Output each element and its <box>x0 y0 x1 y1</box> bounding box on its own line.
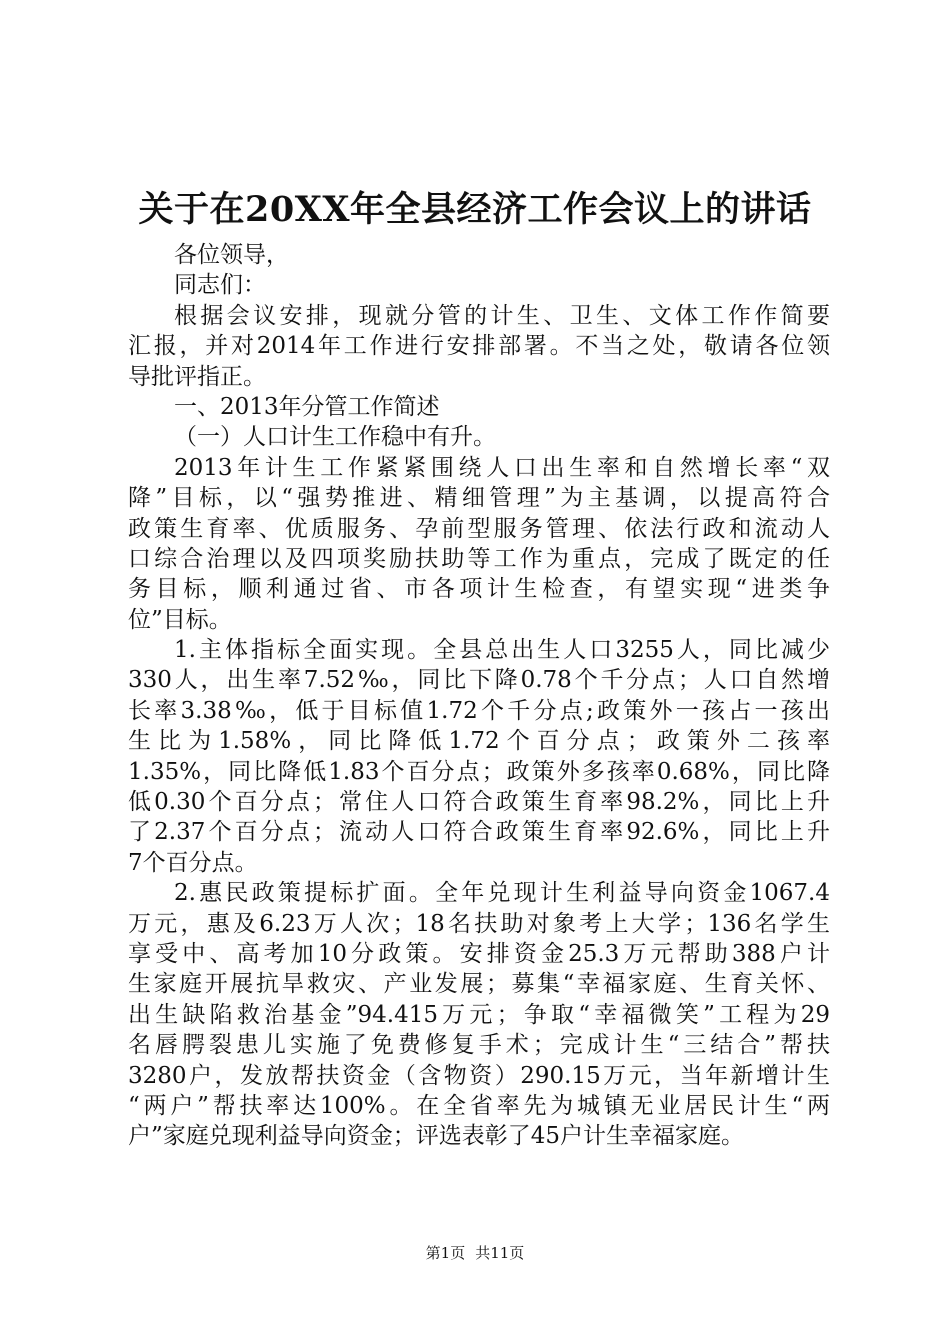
text-line: 生比为1.58%，同比降低1.72个百分点；政策外二孩率 <box>128 728 830 755</box>
text-line: 330人，出生率7.52‰，同比下降0.78个千分点；人口自然增 <box>128 667 830 694</box>
text-line: 名唇腭裂患儿实施了免费修复手术；完成计生“三结合”帮扶 <box>128 1032 830 1059</box>
text-line: 7个百分点。 <box>128 849 258 876</box>
text-line: 1.主体指标全面实现。全县总出生人口3255人，同比减少 <box>174 637 830 664</box>
text-line: 享受中、高考加10分政策。安排资金25.3万元帮助388户计 <box>128 940 830 967</box>
page-footer <box>0 1243 950 1263</box>
page-number: 第1页 <box>425 1244 466 1262</box>
text-line: 长率3.38‰，低于目标值1.72个千分点;政策外一孩占一孩出 <box>128 697 830 724</box>
text-line: 低0.30个百分点；常住人口符合政策生育率98.2%，同比上升 <box>128 789 830 816</box>
text-line: 户”家庭兑现利益导向资金；评选表彰了45户计生幸福家庭。 <box>128 1123 745 1150</box>
text-line: 2013年计生工作紧紧围绕人口出生率和自然增长率“双 <box>174 454 830 481</box>
page-total: 共11页 <box>475 1244 525 1262</box>
text-line: 了2.37个百分点；流动人口符合政策生育率92.6%，同比上升 <box>128 819 830 846</box>
text-line: （一）人口计生工作稳中有升。 <box>174 424 496 451</box>
text-line: 导批评指正。 <box>128 363 266 390</box>
document-body <box>128 240 830 1152</box>
text-line: 位”目标。 <box>128 606 232 633</box>
document-title: 关于在20XX年全县经济工作会议上的讲话 <box>138 189 812 230</box>
text-line: 2.惠民政策提标扩面。全年兑现计生利益导向资金1067.4 <box>174 880 830 907</box>
text-line: “两户”帮扶率达100%。在全省率先为城镇无业居民计生“两 <box>128 1092 830 1119</box>
text-line: 政策生育率、优质服务、孕前型服务管理、依法行政和流动人 <box>128 515 830 542</box>
text-line: 务目标，顺利通过省、市各项计生检查，有望实现“进类争 <box>128 576 830 603</box>
text-line: 各位领导， <box>174 242 289 268</box>
text-line: 汇报，并对2014年工作进行安排部署。不当之处，敬请各位领 <box>128 333 830 360</box>
text-line: 口综合治理以及四项奖励扶助等工作为重点，完成了既定的任 <box>128 545 830 572</box>
text-line: 根据会议安排，现就分管的计生、卫生、文体工作作简要 <box>174 302 830 329</box>
text-line: 降”目标，以“强势推进、精细管理”为主基调，以提高符合 <box>128 485 830 512</box>
text-line: 同志们： <box>174 272 266 299</box>
text-line: 出生缺陷救治基金”94.415万元；争取“幸福微笑”工程为29 <box>128 1001 830 1028</box>
text-line: 1.35%，同比降低1.83个百分点；政策外多孩率0.68%，同比降 <box>128 758 830 785</box>
text-line: 3280户，发放帮扶资金（含物资）290.15万元，当年新增计生 <box>128 1062 830 1089</box>
text-line: 万元，惠及6.23万人次；18名扶助对象考上大学；136名学生 <box>128 910 830 937</box>
text-line: 一、2013年分管工作简述 <box>174 393 440 420</box>
text-line: 生家庭开展抗旱救灾、产业发展；募集“幸福家庭、生育关怀、 <box>128 971 830 998</box>
